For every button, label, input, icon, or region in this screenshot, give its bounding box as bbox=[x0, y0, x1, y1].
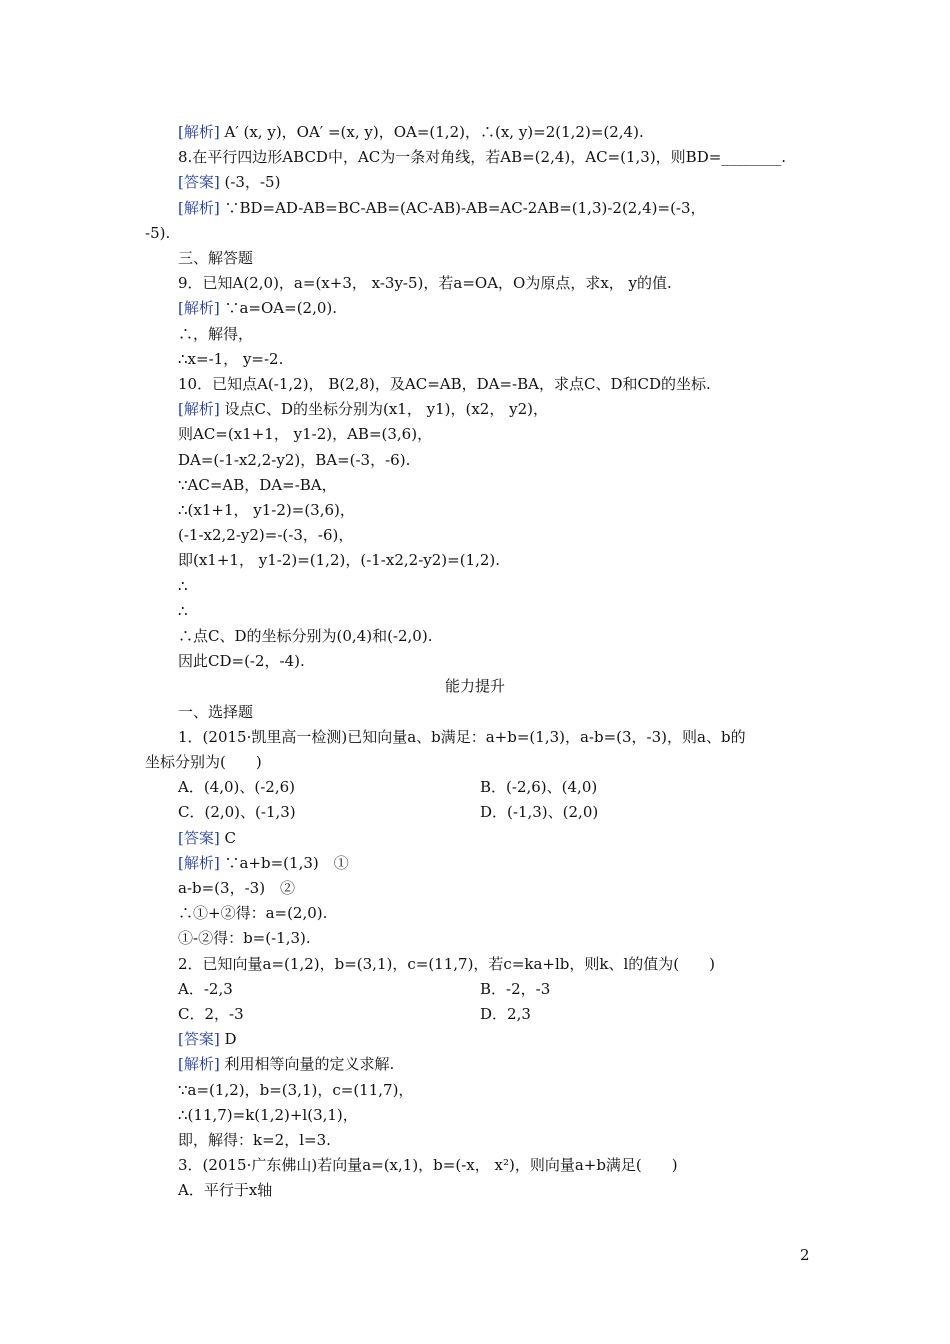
text-line bbox=[178, 1155, 678, 1175]
text-line bbox=[178, 122, 644, 142]
section-tag: [解析] bbox=[178, 1055, 220, 1073]
section-tag: [解析] bbox=[178, 123, 220, 141]
text-line bbox=[178, 903, 327, 923]
line-text: 3．(2015·广东佛山)若向量a=(x,1)，b=(-x， x²)，则向量a+b满足( ) bbox=[178, 1156, 678, 1174]
line-text: 10．已知点A(-1,2)， B(2,8)，及AC=AB，DA=-BA，求点C、D和CD的坐标. bbox=[178, 375, 711, 393]
text-line bbox=[178, 324, 253, 344]
line-text: ∴x=-1， y=-2. bbox=[178, 350, 284, 368]
line-text: D．(-1,3)、(2,0) bbox=[480, 803, 599, 821]
line-text: 即(x1+1， y1-2)=(1,2)，(-1-x2,2-y2)=(1,2). bbox=[178, 551, 501, 569]
option-b bbox=[480, 777, 597, 797]
section-tag: [解析] bbox=[178, 299, 220, 317]
line-text: 因此CD=(-2，-4). bbox=[178, 652, 305, 670]
line-text: A′ (x, y)，OA′ =(x, y)，OA=(1,2)，∴(x, y)=2(1,2)=(2,4). bbox=[219, 123, 644, 141]
text-line bbox=[178, 1029, 237, 1049]
section-tag: [答案] bbox=[178, 173, 220, 191]
line-text: (-3，-5) bbox=[219, 173, 281, 191]
text-line bbox=[178, 954, 715, 974]
text-line bbox=[178, 172, 280, 192]
line-text: ∴ bbox=[178, 602, 188, 620]
text-line bbox=[178, 651, 305, 671]
line-text: ∵a=(1,2)，b=(3,1)，c=(11,7)， bbox=[178, 1081, 414, 1099]
line-text: 8.在平行四边形ABCD中，AC为一条对角线，若AB=(2,4)，AC=(1,3)，则BD=________. bbox=[178, 148, 787, 166]
section-tag: [答案] bbox=[178, 829, 220, 847]
text-line bbox=[145, 223, 170, 243]
line-text: B．-2，-3 bbox=[480, 980, 551, 998]
page-number: 2 bbox=[800, 1246, 810, 1264]
option-b bbox=[480, 979, 550, 999]
text-line bbox=[178, 601, 188, 621]
line-text: ①-②得：b=(-1,3). bbox=[178, 929, 311, 947]
option-a bbox=[178, 777, 295, 797]
line-text: a-b=(3，-3) ② bbox=[178, 879, 296, 897]
line-text: C．2，-3 bbox=[178, 1005, 244, 1023]
text-line bbox=[178, 475, 337, 495]
line-text: 则AC=(x1+1， y1-2)，AB=(3,6)， bbox=[178, 425, 433, 443]
text-line bbox=[178, 298, 337, 318]
text-line bbox=[178, 576, 188, 596]
text-line bbox=[178, 450, 410, 470]
line-text: 利用相等向量的定义求解. bbox=[219, 1055, 395, 1073]
line-text: DA=(-1-x2,2-y2)，BA=(-3，-6). bbox=[178, 451, 411, 469]
text-line bbox=[178, 702, 253, 722]
text-line bbox=[178, 248, 253, 268]
text-line bbox=[178, 1080, 413, 1100]
line-text: ∴①+②得：a=(2,0). bbox=[178, 904, 328, 922]
line-text: ∴(x1+1， y1-2)=(3,6)， bbox=[178, 501, 355, 519]
text-line bbox=[178, 374, 711, 394]
line-text: ∴ bbox=[178, 577, 188, 595]
line-text: A．(4,0)、(-2,6) bbox=[178, 778, 296, 796]
text-line bbox=[178, 198, 706, 218]
line-text: ∴，解得， bbox=[178, 325, 254, 343]
text-line bbox=[178, 1130, 331, 1150]
text-line bbox=[145, 752, 262, 772]
line-text: ∵BD=AD-AB=BC-AB=(AC-AB)-AB=AC-2AB=(1,3)-2(2,4)=(-3， bbox=[219, 199, 706, 217]
section-tag: [解析] bbox=[178, 854, 220, 872]
text-line bbox=[178, 1054, 394, 1074]
section-tag: [解析] bbox=[178, 400, 220, 418]
text-line bbox=[178, 853, 349, 873]
line-text: 能力提升 bbox=[444, 677, 505, 695]
text-line bbox=[178, 626, 432, 646]
line-text: B．(-2,6)、(4,0) bbox=[480, 778, 598, 796]
line-text: 设点C、D的坐标分别为(x1， y1)，(x2， y2)， bbox=[219, 400, 548, 418]
line-text: C bbox=[219, 829, 236, 847]
text-line bbox=[178, 424, 432, 444]
line-text: 即，解得：k=2，l=3. bbox=[178, 1131, 331, 1149]
text-line bbox=[178, 349, 283, 369]
text-line bbox=[178, 273, 672, 293]
line-text: A．平行于x轴 bbox=[178, 1181, 273, 1199]
text-line bbox=[178, 828, 236, 848]
line-text: -5). bbox=[145, 224, 171, 242]
option-c bbox=[178, 802, 296, 822]
option-d bbox=[480, 1004, 531, 1024]
text-line bbox=[178, 1180, 272, 1200]
text-line bbox=[178, 928, 311, 948]
line-text: 9．已知A(2,0)，a=(x+3， x-3y-5)，若a=OA，O为原点，求x， y的值. bbox=[178, 274, 672, 292]
line-text: ∵a=OA=(2,0). bbox=[219, 299, 338, 317]
line-text: A．-2,3 bbox=[178, 980, 233, 998]
line-text: 坐标分别为( ) bbox=[145, 753, 262, 771]
text-line bbox=[178, 399, 548, 419]
line-text: 三、解答题 bbox=[178, 249, 254, 267]
section-tag: [解析] bbox=[178, 199, 220, 217]
line-text: ∴点C、D的坐标分别为(0,4)和(-2,0). bbox=[178, 627, 433, 645]
line-text: (-1-x2,2-y2)=-(-3，-6)， bbox=[178, 526, 354, 544]
option-c bbox=[178, 1004, 244, 1024]
section-title bbox=[0, 676, 950, 696]
text-line bbox=[178, 1105, 358, 1125]
line-text: D bbox=[219, 1030, 237, 1048]
line-text: C．(2,0)、(-1,3) bbox=[178, 803, 296, 821]
line-text: 1．(2015·凯里高一检测)已知向量a、b满足：a+b=(1,3)，a-b=(3，-3)，则a、b的 bbox=[178, 728, 746, 746]
text-line bbox=[178, 525, 353, 545]
text-line bbox=[178, 878, 295, 898]
option-d bbox=[480, 802, 598, 822]
line-text: 一、选择题 bbox=[178, 703, 254, 721]
text-line bbox=[178, 147, 786, 167]
line-text: ∴(11,7)=k(1,2)+l(3,1)， bbox=[178, 1106, 358, 1124]
text-line bbox=[178, 727, 746, 747]
option-a bbox=[178, 979, 233, 999]
line-text: ∵a+b=(1,3) ① bbox=[219, 854, 349, 872]
text-line bbox=[178, 550, 500, 570]
text-line bbox=[178, 500, 355, 520]
line-text: 2．已知向量a=(1,2)，b=(3,1)，c=(11,7)，若c=ka+lb，则k、l的值为( ) bbox=[178, 955, 715, 973]
line-text: ∵AC=AB，DA=-BA， bbox=[178, 476, 337, 494]
line-text: D．2,3 bbox=[480, 1005, 531, 1023]
section-tag: [答案] bbox=[178, 1030, 220, 1048]
